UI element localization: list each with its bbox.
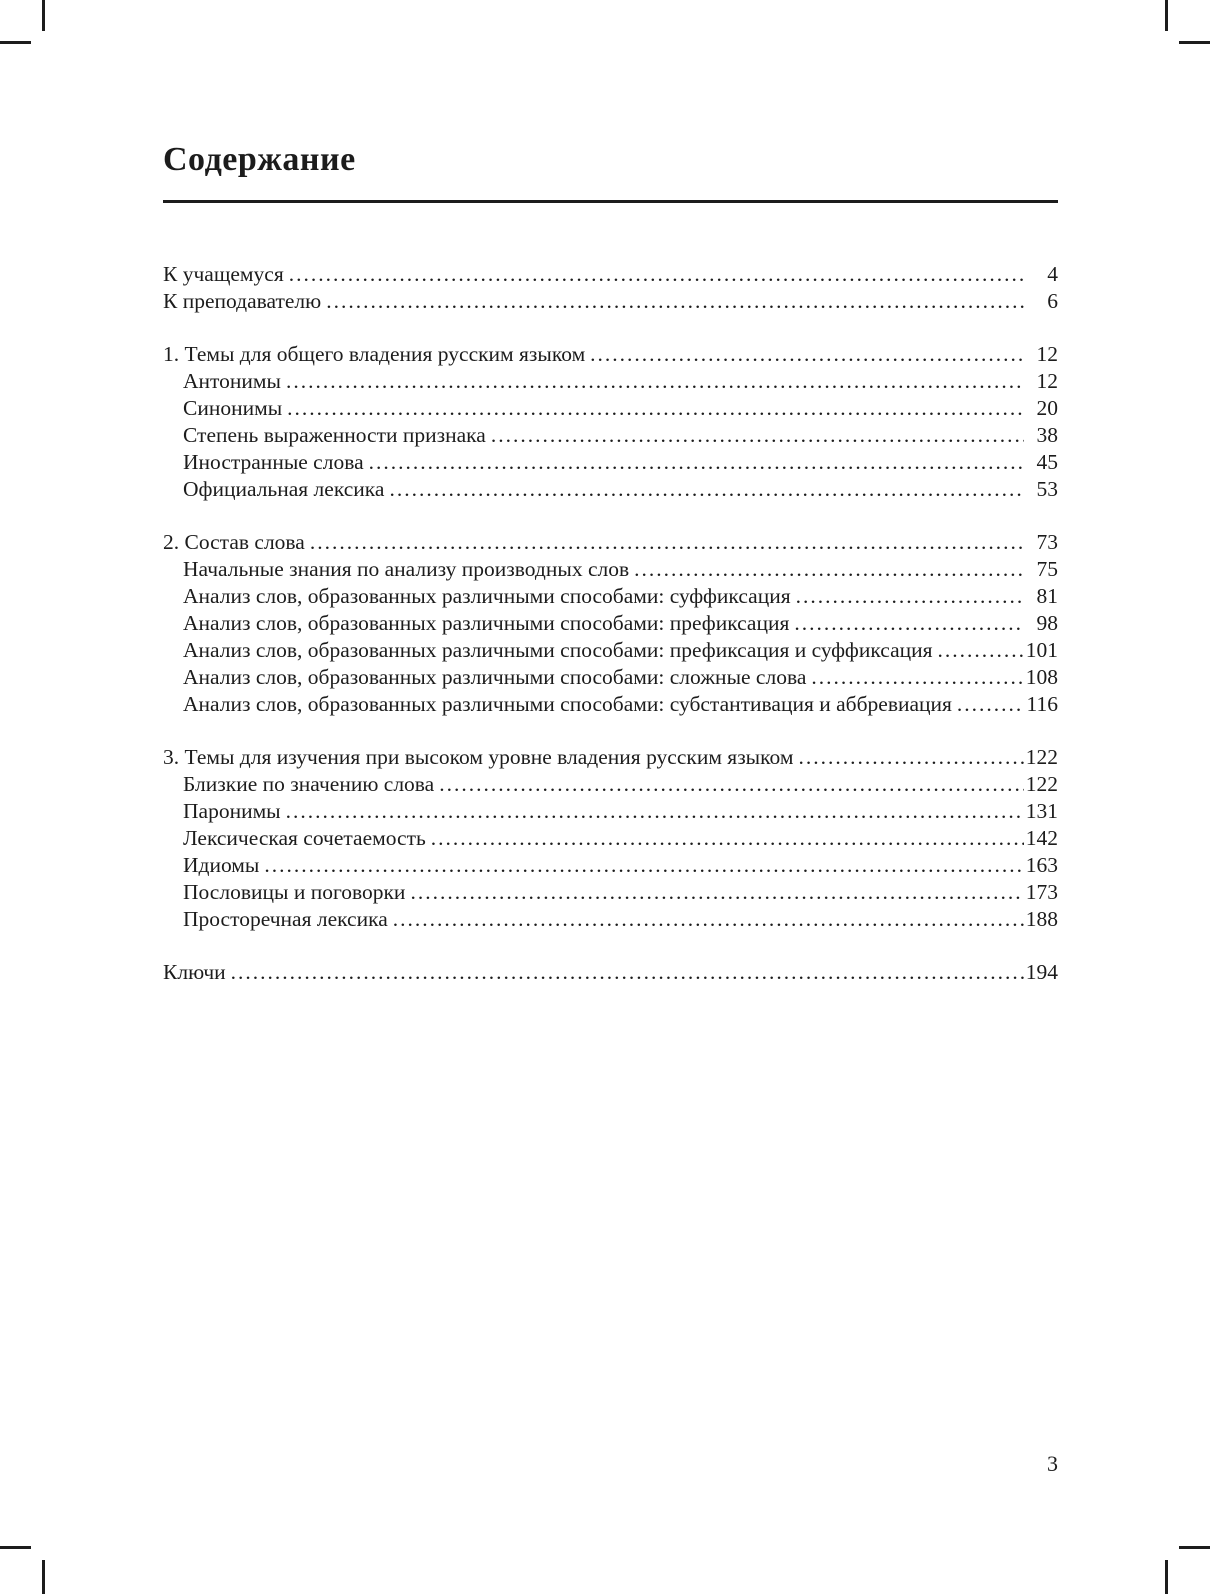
toc-entry-label: Анализ слов, образованных различными способами: префиксация [183,611,790,635]
toc-entry-label: Иностранные слова [183,450,364,474]
toc-entry [163,959,1058,986]
toc-entry [163,610,1058,637]
dot-leader [310,529,1024,556]
toc-entry [163,449,1058,476]
toc-entry-label: Идиомы [183,853,260,877]
toc-entry-page: 4 [1047,262,1058,286]
dot-leader [393,906,1024,933]
title-rule [163,200,1058,203]
toc-entry [163,368,1058,395]
toc-entry-page: 45 [1036,450,1058,474]
dot-leader [389,476,1024,503]
toc-entry-page: 12 [1036,369,1058,393]
toc-entry-page: 131 [1025,799,1058,823]
toc-entry-label: 3. Темы для изучения при высоком уровне владения русским языком [163,745,794,769]
toc-entry-page: 142 [1025,826,1058,850]
toc-entry-label: Анализ слов, образованных различными способами: префиксация и суффиксация [183,638,933,662]
crop-mark-top-right-vertical [1165,0,1168,31]
toc-entry [163,825,1058,852]
toc-entry-page: 6 [1047,289,1058,313]
page-number: 3 [1047,1451,1058,1476]
dot-leader [938,637,1024,664]
toc-entry-page: 173 [1025,880,1058,904]
crop-mark-top-left-horizontal [0,41,31,44]
toc-entry-label: Пословицы и поговорки [183,880,406,904]
toc-entry-label: Анализ слов, образованных различными способами: субстантивация и аббревиация [183,692,952,716]
toc-entry-label: Просторечная лексика [183,907,388,931]
toc-entry-label: 2. Состав слова [163,530,305,554]
dot-leader [431,825,1024,852]
dot-leader [286,368,1024,395]
toc-group-section-2 [163,529,1058,718]
dot-leader [231,959,1024,986]
toc-entry-label: 1. Темы для общего владения русским языком [163,342,586,366]
toc-entry-label: Паронимы [183,799,281,823]
dot-leader [796,583,1024,610]
toc-entry-label: Антонимы [183,369,281,393]
toc-entry [163,476,1058,503]
toc-entry [163,664,1058,691]
toc-entry-page: 122 [1025,772,1058,796]
crop-mark-top-right-horizontal [1179,41,1210,44]
toc-entry-label: Степень выраженности признака [183,423,486,447]
toc-entry-page: 53 [1036,477,1058,501]
toc-entry [163,288,1058,315]
toc-entry-label: Анализ слов, образованных различными способами: сложные слова [183,665,807,689]
toc-entry-page: 194 [1025,960,1058,984]
crop-mark-bottom-left-horizontal [0,1546,31,1549]
dot-leader [289,261,1024,288]
toc-entry-label: Официальная лексика [183,477,385,501]
dot-leader [287,395,1024,422]
page-title: Содержание [163,141,356,178]
toc-entry-page: 75 [1036,557,1058,581]
toc-entry-page: 116 [1026,692,1058,716]
toc-entry-page: 12 [1036,342,1058,366]
toc-entry [163,395,1058,422]
dot-leader [410,879,1023,906]
content-column [163,0,1058,986]
toc-entry-page: 122 [1025,745,1058,769]
toc-entry [163,261,1058,288]
toc-entry-page: 163 [1025,853,1058,877]
crop-mark-bottom-right-horizontal [1179,1546,1210,1549]
dot-leader [590,341,1024,368]
dot-leader [439,771,1024,798]
dot-leader [369,449,1024,476]
toc-entry-page: 81 [1036,584,1058,608]
toc-entry-label: Анализ слов, образованных различными способами: суффиксация [183,584,791,608]
dot-leader [286,798,1024,825]
toc-entry-label: К преподавателю [163,289,322,313]
dot-leader [957,691,1024,718]
toc-entry [163,771,1058,798]
toc-entry-label: Синонимы [183,396,283,420]
toc-entry-page: 38 [1036,423,1058,447]
toc-group-section-3 [163,744,1058,933]
toc-entry [163,341,1058,368]
toc-entry-label: Ключи [163,960,226,984]
toc-entry-label: Лексическая сочетаемость [183,826,426,850]
toc-entry [163,906,1058,933]
toc-entry [163,583,1058,610]
toc-group-front-matter [163,261,1058,315]
crop-mark-top-left-vertical [42,0,45,31]
toc-entry-page: 98 [1036,611,1058,635]
toc-entry [163,422,1058,449]
toc-entry-page: 73 [1036,530,1058,554]
toc-entry [163,744,1058,771]
dot-leader [811,664,1023,691]
toc-entry-page: 188 [1025,907,1058,931]
toc-entry-page: 108 [1025,665,1058,689]
toc-entry-label: Начальные знания по анализу производных слов [183,557,630,581]
toc-group-section-1 [163,341,1058,503]
table-of-contents [163,261,1058,986]
toc-entry-page: 20 [1036,396,1058,420]
toc-entry-page: 101 [1025,638,1058,662]
toc-entry [163,798,1058,825]
toc-entry [163,852,1058,879]
toc-group-keys [163,959,1058,986]
dot-leader [794,610,1024,637]
toc-entry [163,879,1058,906]
toc-entry-label: К учащемуся [163,262,284,286]
dot-leader [326,288,1024,315]
toc-entry [163,556,1058,583]
toc-entry-label: Близкие по значению слова [183,772,435,796]
toc-entry [163,637,1058,664]
crop-mark-bottom-right-vertical [1165,1560,1168,1594]
toc-entry [163,529,1058,556]
toc-entry [163,691,1058,718]
dot-leader [491,422,1024,449]
dot-leader [264,852,1023,879]
dot-leader [634,556,1024,583]
crop-mark-bottom-left-vertical [42,1560,45,1594]
dot-leader [798,744,1023,771]
